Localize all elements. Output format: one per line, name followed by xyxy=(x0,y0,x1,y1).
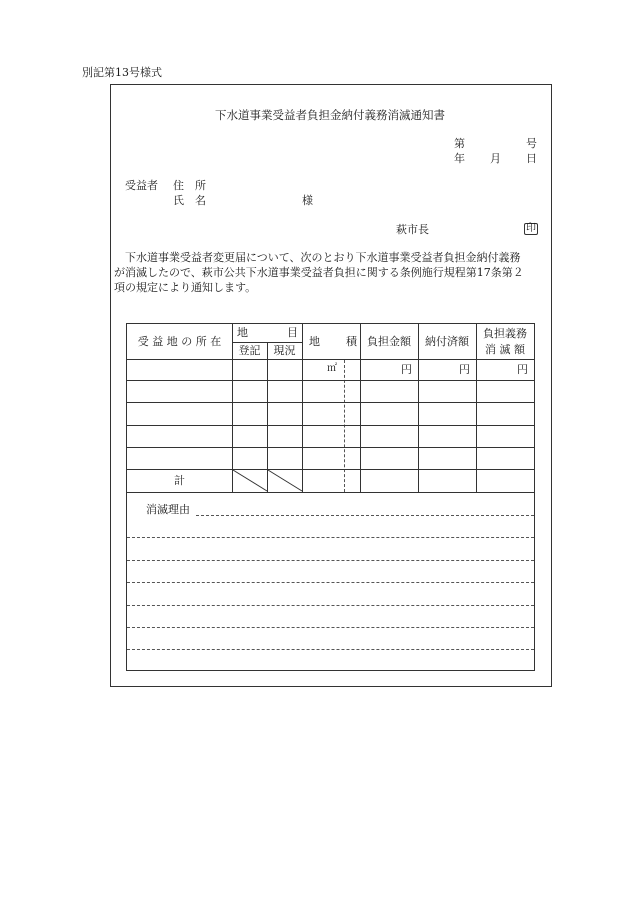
number-prefix: 第 xyxy=(454,137,465,150)
reason-line xyxy=(127,605,534,606)
header-area-left: 地 xyxy=(309,335,320,348)
header-extinct-2: 消 滅 額 xyxy=(485,343,525,356)
body-line-2: が消滅したので、萩市公共下水道事業受益者負担に関する条例施行規程第17条第２ xyxy=(114,266,524,279)
header-current: 現況 xyxy=(273,344,296,357)
form-label: 別記第13号様式 xyxy=(82,66,162,79)
honorific: 様 xyxy=(302,194,313,207)
total-diagonal-slashes xyxy=(127,324,534,670)
header-extinct-1: 負担義務 xyxy=(483,327,527,340)
reason-line xyxy=(127,627,534,628)
reason-line xyxy=(127,537,534,538)
header-charge: 負担金額 xyxy=(367,335,411,348)
document-title: 下水道事業受益者負担金納付義務消滅通知書 xyxy=(215,108,445,122)
unit-yen-paid: 円 xyxy=(459,363,470,376)
header-paid: 納付済額 xyxy=(425,335,469,348)
reason-line xyxy=(127,649,534,650)
date-day: 日 xyxy=(526,152,537,165)
header-location: 受 益 地 の 所 在 xyxy=(137,335,222,348)
issuer: 萩市長 xyxy=(396,223,429,236)
body-line-3: 項の規定により通知します。 xyxy=(114,281,257,294)
unit-yen-extinct: 円 xyxy=(517,363,528,376)
reason-line xyxy=(196,515,534,516)
land-table xyxy=(126,323,535,671)
unit-yen-charge: 円 xyxy=(401,363,412,376)
seal-mark: 印 xyxy=(526,223,536,234)
body-line-1: 下水道事業受益者変更届について、次のとおり下水道事業受益者負担金納付義務 xyxy=(114,251,521,264)
reason-line xyxy=(127,560,534,561)
date-year: 年 xyxy=(454,152,465,165)
address-label: 住 所 xyxy=(173,179,206,192)
recipient-label: 受益者 xyxy=(125,179,158,192)
header-chimoku-right: 目 xyxy=(287,326,298,339)
date-month: 月 xyxy=(490,152,501,165)
total-label: 計 xyxy=(174,474,185,487)
header-chimoku-left: 地 xyxy=(237,326,248,339)
reason-label: 消滅理由 xyxy=(146,503,190,516)
header-area-right: 積 xyxy=(346,335,357,348)
unit-area: ㎡ xyxy=(327,363,337,374)
name-label: 氏 名 xyxy=(173,194,206,207)
number-suffix: 号 xyxy=(526,137,537,150)
header-registered: 登記 xyxy=(238,344,261,357)
reason-line xyxy=(127,582,534,583)
